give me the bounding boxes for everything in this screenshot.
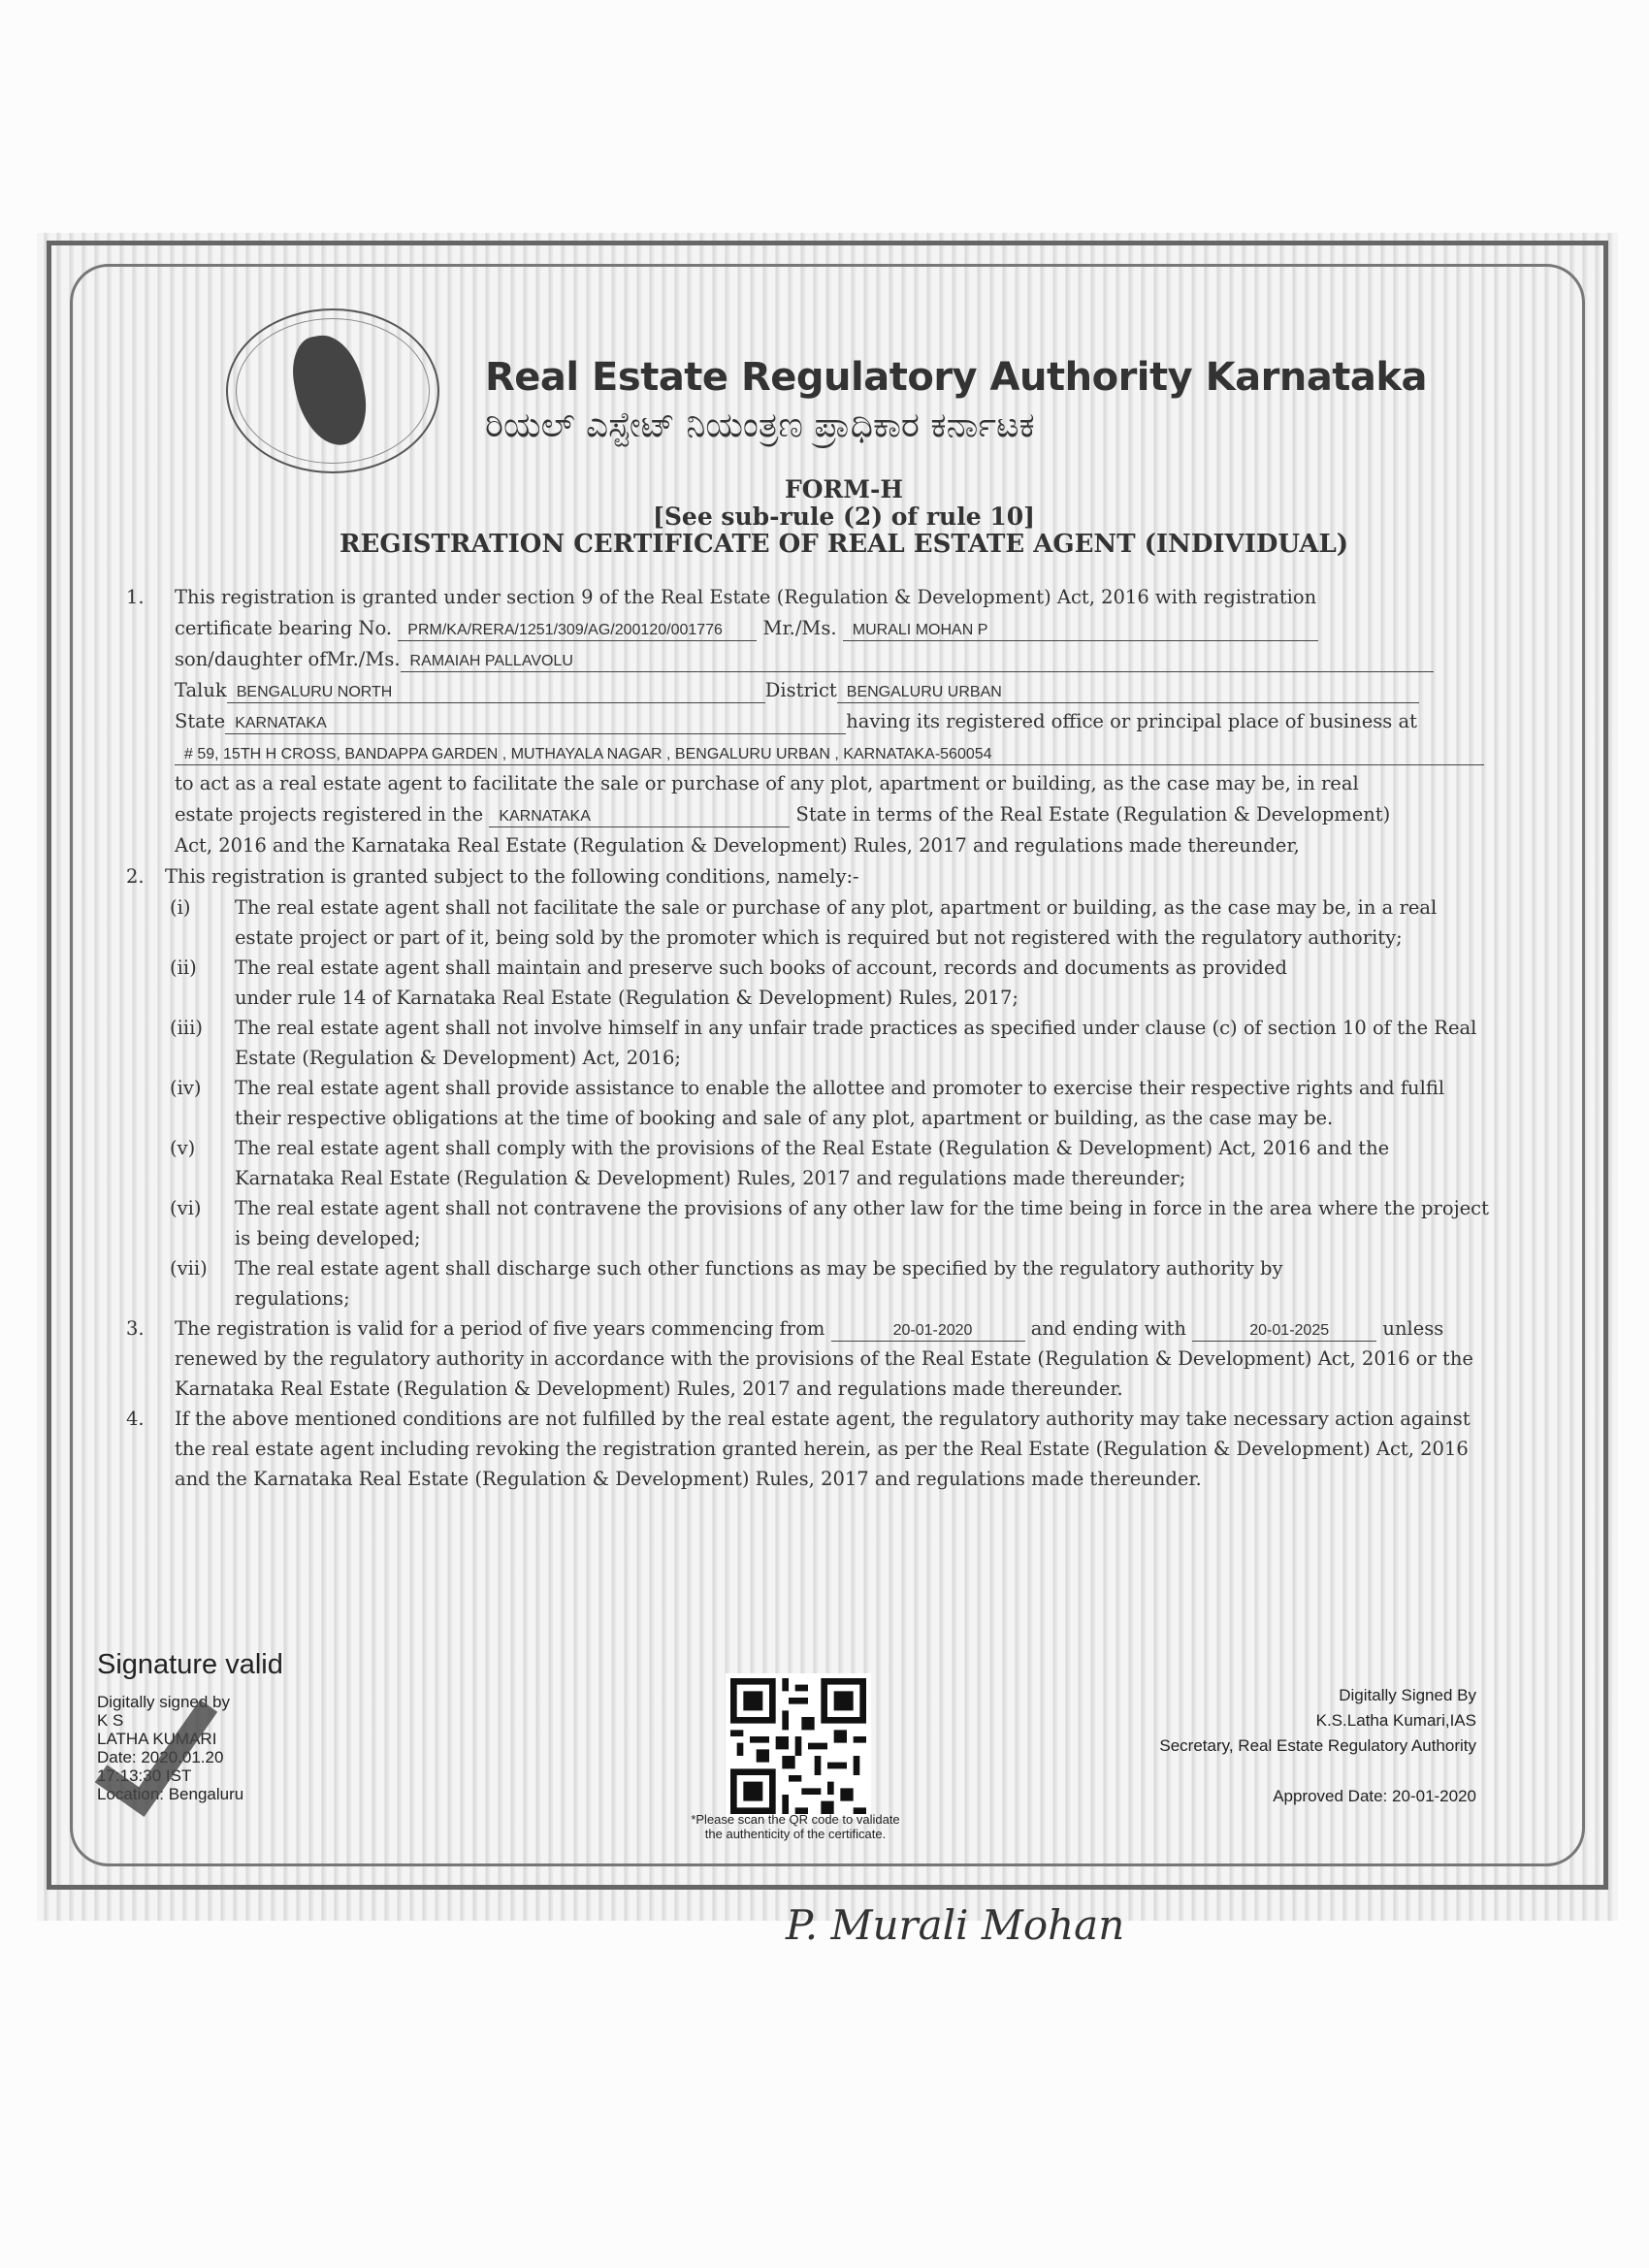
section-intro: This registration is granted subject to the following conditions, namely:-: [165, 865, 859, 888]
label: son/daughter ofMr./Ms.: [175, 648, 401, 670]
signature-detail: LATHA KUMARI: [97, 1730, 217, 1748]
qr-code-note: *Please scan the QR code to validate the authenticity of the certificate.: [691, 1812, 900, 1841]
qr-code[interactable]: [726, 1673, 871, 1819]
validity-end-date: 20-01-2025: [1192, 1321, 1376, 1342]
state: KARNATAKA: [225, 714, 846, 734]
qr-code-icon: [730, 1678, 866, 1814]
taluk: BENGALURU NORTH: [227, 683, 765, 703]
parent-name: RAMAIAH PALLAVOLU: [401, 652, 1434, 672]
certificate-body: [126, 582, 1494, 1494]
section-4: [126, 1404, 1494, 1494]
rera-karnataka-seal-logo: [226, 308, 439, 473]
signature-detail: 17:13:30 IST: [97, 1766, 192, 1785]
section-number: 4.: [126, 1408, 145, 1430]
condition: (vi) The real estate agent shall not contravene the provisions of any other law for the time being in force in the area where the project is being developed;: [170, 1197, 1489, 1249]
signature-detail: Date: 2020.01.20: [97, 1748, 224, 1766]
handwritten-signature: P. Murali Mohan: [786, 1901, 1125, 1949]
text-line: This registration is granted under section 9 of the Real Estate (Regulation & Development) Act, 2016 with registration: [175, 586, 1317, 608]
district: BENGALURU URBAN: [837, 683, 1419, 703]
label: Taluk: [175, 679, 227, 701]
condition: (i) The real estate agent shall not facilitate the sale or purchase of any plot, apartment or building, as the case may be, in a real estate project or part of it, being sold by the promoter which is required but not registered with the regulatory authority;: [170, 896, 1438, 949]
text-line: estate projects registered in the: [175, 803, 484, 826]
text-line: Act, 2016 and the Karnataka Real Estate (Regulation & Development) Rules, 2017 and regulations made thereunder,: [175, 834, 1300, 857]
signatory-designation: Secretary, Real Estate Regulatory Authority: [1159, 1736, 1476, 1755]
signed-by-block: [1159, 1683, 1476, 1809]
label: District: [764, 679, 837, 701]
condition: (iv) The real estate agent shall provide assistance to enable the allottee and promoter to exercise their respective rights and fulfil their respective obligations at the time of booking and sale of any plot, apartment or building, as the case may be.: [170, 1077, 1445, 1129]
approved-date: Approved Date: 20-01-2020: [1273, 1787, 1476, 1805]
text-line: and ending with: [1030, 1317, 1186, 1340]
form-subrule: [See sub-rule (2) of rule 10]: [653, 502, 1035, 531]
registration-number: PRM/KA/RERA/1251/309/AG/200120/001776: [398, 621, 757, 641]
signed-by-label: Digitally Signed By: [1339, 1686, 1476, 1704]
project-state: KARNATAKA: [489, 807, 790, 827]
signature-detail: K S: [97, 1711, 124, 1730]
signature-detail: Location: Bengaluru: [97, 1785, 244, 1803]
section-number: 1.: [126, 586, 145, 608]
agent-name: MURALI MOHAN P: [843, 621, 1318, 641]
text-line: State in terms of the Real Estate (Regulation & Development): [795, 803, 1391, 826]
signatory-name: K.S.Latha Kumari,IAS: [1315, 1711, 1476, 1730]
label: having its registered office or principal place of business at: [846, 710, 1417, 732]
text-line: If the above mentioned conditions are not fulfilled by the real estate agent, the regulatory authority may take necessary action against the real estate agent including revoking the registration granted herein, as per the Real Estate (Regulation & Development) Act, 2016 and the Karnataka Real Estate (Regulation & Development) Rules, 2017 and regulations made thereunder.: [175, 1408, 1471, 1490]
label: Mr./Ms.: [762, 617, 837, 639]
section-2: [126, 861, 1494, 1313]
condition: (v) The real estate agent shall comply with the provisions of the Real Estate (Regulation & Development) Act, 2016 and the Karnataka Real Estate (Regulation & Development) Rules, 2017 and regulations made thereunder;: [170, 1137, 1390, 1189]
form-number: FORM-H: [785, 475, 903, 503]
label: certificate bearing No.: [175, 617, 393, 639]
condition: (vii) The real estate agent shall discharge such other functions as may be specified by the regulatory authority by regulations;: [170, 1257, 1283, 1310]
text-line: The registration is valid for a period of five years commencing from: [175, 1317, 825, 1340]
validity-start-date: 20-01-2020: [831, 1321, 1025, 1342]
business-address: # 59, 15TH H CROSS, BANDAPPA GARDEN , MUTHAYALA NAGAR , BENGALURU URBAN , KARNATAKA-560054: [175, 745, 1484, 765]
section-number: 2.: [126, 865, 145, 888]
label: State: [175, 710, 226, 732]
section-1: [126, 582, 1494, 861]
condition: (iii) The real estate agent shall not involve himself in any unfair trade practices as specified under clause (c) of section 10 of the Real Estate (Regulation & Development) Act, 2016;: [170, 1017, 1477, 1069]
text-line: to act as a real estate agent to facilitate the sale or purchase of any plot, apartment or building, as the case may be, in real: [175, 772, 1359, 794]
org-name-english: Real Estate Regulatory Authority Karnataka: [485, 355, 1428, 400]
signature-detail: Digitally signed by: [97, 1693, 231, 1711]
section-3: [126, 1313, 1494, 1404]
text-line: unless renewed by the regulatory authority in accordance with the provisions of the Real Estate (Regulation & Development) Act, 2016 or the Karnataka Real Estate (Regulation & Development) Rules, 2017 and regulations made thereunder.: [175, 1317, 1473, 1400]
org-name-kannada: ರಿಯಲ್ ಎಸ್ಟೇಟ್ ನಿಯಂತ್ರಣ ಪ್ರಾಧಿಕಾರ ಕರ್ನಾಟಕ: [485, 405, 1035, 445]
section-number: 3.: [126, 1317, 145, 1340]
condition: (ii) The real estate agent shall maintain and preserve such books of account, records and documents as provided under rule 14 of Karnataka Real Estate (Regulation & Development) Rules, 2017;: [170, 956, 1287, 1009]
certificate-title: REGISTRATION CERTIFICATE OF REAL ESTATE AGENT (INDIVIDUAL): [339, 530, 1349, 559]
signature-valid-label: Signature valid: [97, 1649, 283, 1680]
